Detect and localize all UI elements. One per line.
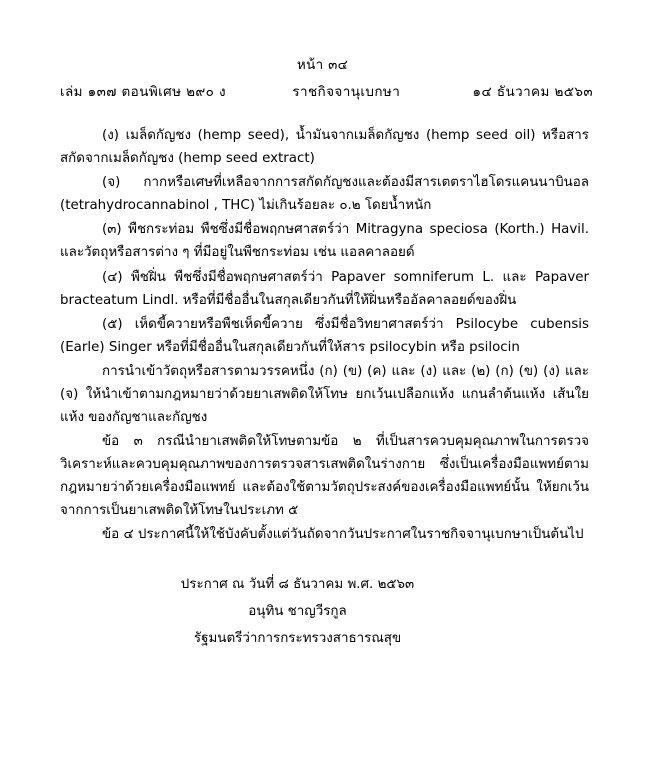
paragraph-clause-3: ข้อ ๓ กรณีนำยาเสพติดให้โทษตามข้อ ๒ ที่เป็นสารควบคุมคุณภาพในการตรวจวิเคราะห์และควบคุมคุณภาพของการตรวจสารเสพติดในร่างกาย ซึ่งเป็นเครื่องมือแพทย์ตามกฎหมายว่าด้วยเครื่องมือแพทย์ และต้องใช้ตามวัตถุประสงค์ของเครื่องมือแพทย์นั้น ให้ยกเว้นจากการเป็นยาเสพติดให้โทษในประเภท ๕ [60,433,589,518]
document-page [0,56,645,780]
paragraph-import-rules: การนำเข้าวัตถุหรือสารตามวรรคหนึ่ง (ก) (ข) (ค) และ (ง) และ (๒) (ก) (ข) (ง) และ (จ) ให้นำเข้าตามกฎหมายว่าด้วยยาเสพติดให้โทษ ยกเว้นเปลือกแห้ง แกนลำต้นแห้ง เส้นใยแห้ง ของกัญชาและกัญชง [60,363,589,425]
gazette-title: ราชกิจจานุเบกษา [292,84,401,101]
paragraph-item-3: (๓) พืชกระท่อม พืชซึ่งมีชื่อพฤกษศาสตร์ว่า Mitragyna speciosa (Korth.) Havil. และวัตถุหรือสารต่าง ๆ ที่มีอยู่ในพืชกระท่อม เช่น แอลคาลอยด์ [60,222,589,261]
page-header [0,56,645,102]
paragraph-item-5: (๕) เห็ดขี้ควายหรือพืชเห็ดขี้ควาย ซึ่งมีชื่อวิทยาศาสตร์ว่า Psilocybe cubensis (Earle) Singer หรือที่มีชื่ออื่นในสกุลเดียวกันที่ให้สาร psilocybin หรือ psilocin [60,316,589,355]
document-body [0,124,645,546]
signature-date: ประกาศ ณ วันที่ ๘ ธันวาคม พ.ศ. ๒๕๖๓ [180,577,415,593]
volume-label: เล่ม ๑๓๗ ตอนพิเศษ ๒๙๐ ง [60,84,227,101]
paragraph-item-ngo: (ง) เมล็ดกัญชง (hemp seed), น้ำมันจากเมล็ดกัญชง (hemp seed oil) หรือสารสกัดจากเมล็ดกัญชง (hemp seed extract) [60,128,589,167]
paragraph-item-cho: (จ) กากหรือเศษที่เหลือจากการสกัดกัญชงและต้องมีสารเตตราไฮโดรแคนนาบินอล (tetrahydrocannabinol , THC) ไม่เกินร้อยละ ๐.๒ โดยน้ำหนัก [60,175,589,214]
signature-position: รัฐมนตรีว่าการกระทรวงสาธารณสุข [193,630,402,646]
header-row [0,80,645,102]
signature-block [0,572,645,652]
paragraph-clause-4: ข้อ ๔ ประกาศนี้ให้ใช้บังคับตั้งแต่วันถัดจากวันประกาศในราชกิจจานุเบกษาเป็นต้นไป [102,527,584,543]
publication-date: ๑๔ ธันวาคม ๒๕๖๓ [472,84,593,101]
page-number-label: หน้า ๓๔ [296,57,349,73]
paragraph-item-4: (๔) พืชฝิ่น พืชซึ่งมีชื่อพฤกษศาสตร์ว่า Papaver somniferum L. และ Papaver bracteatum Lindl. หรือที่มีชื่ออื่นในสกุลเดียวกันที่ให้ฝิ่นหรืออัลคาลอยด์ของฝิ่น [60,269,589,308]
signature-name: อนุทิน ชาญวีรกูล [248,603,347,619]
